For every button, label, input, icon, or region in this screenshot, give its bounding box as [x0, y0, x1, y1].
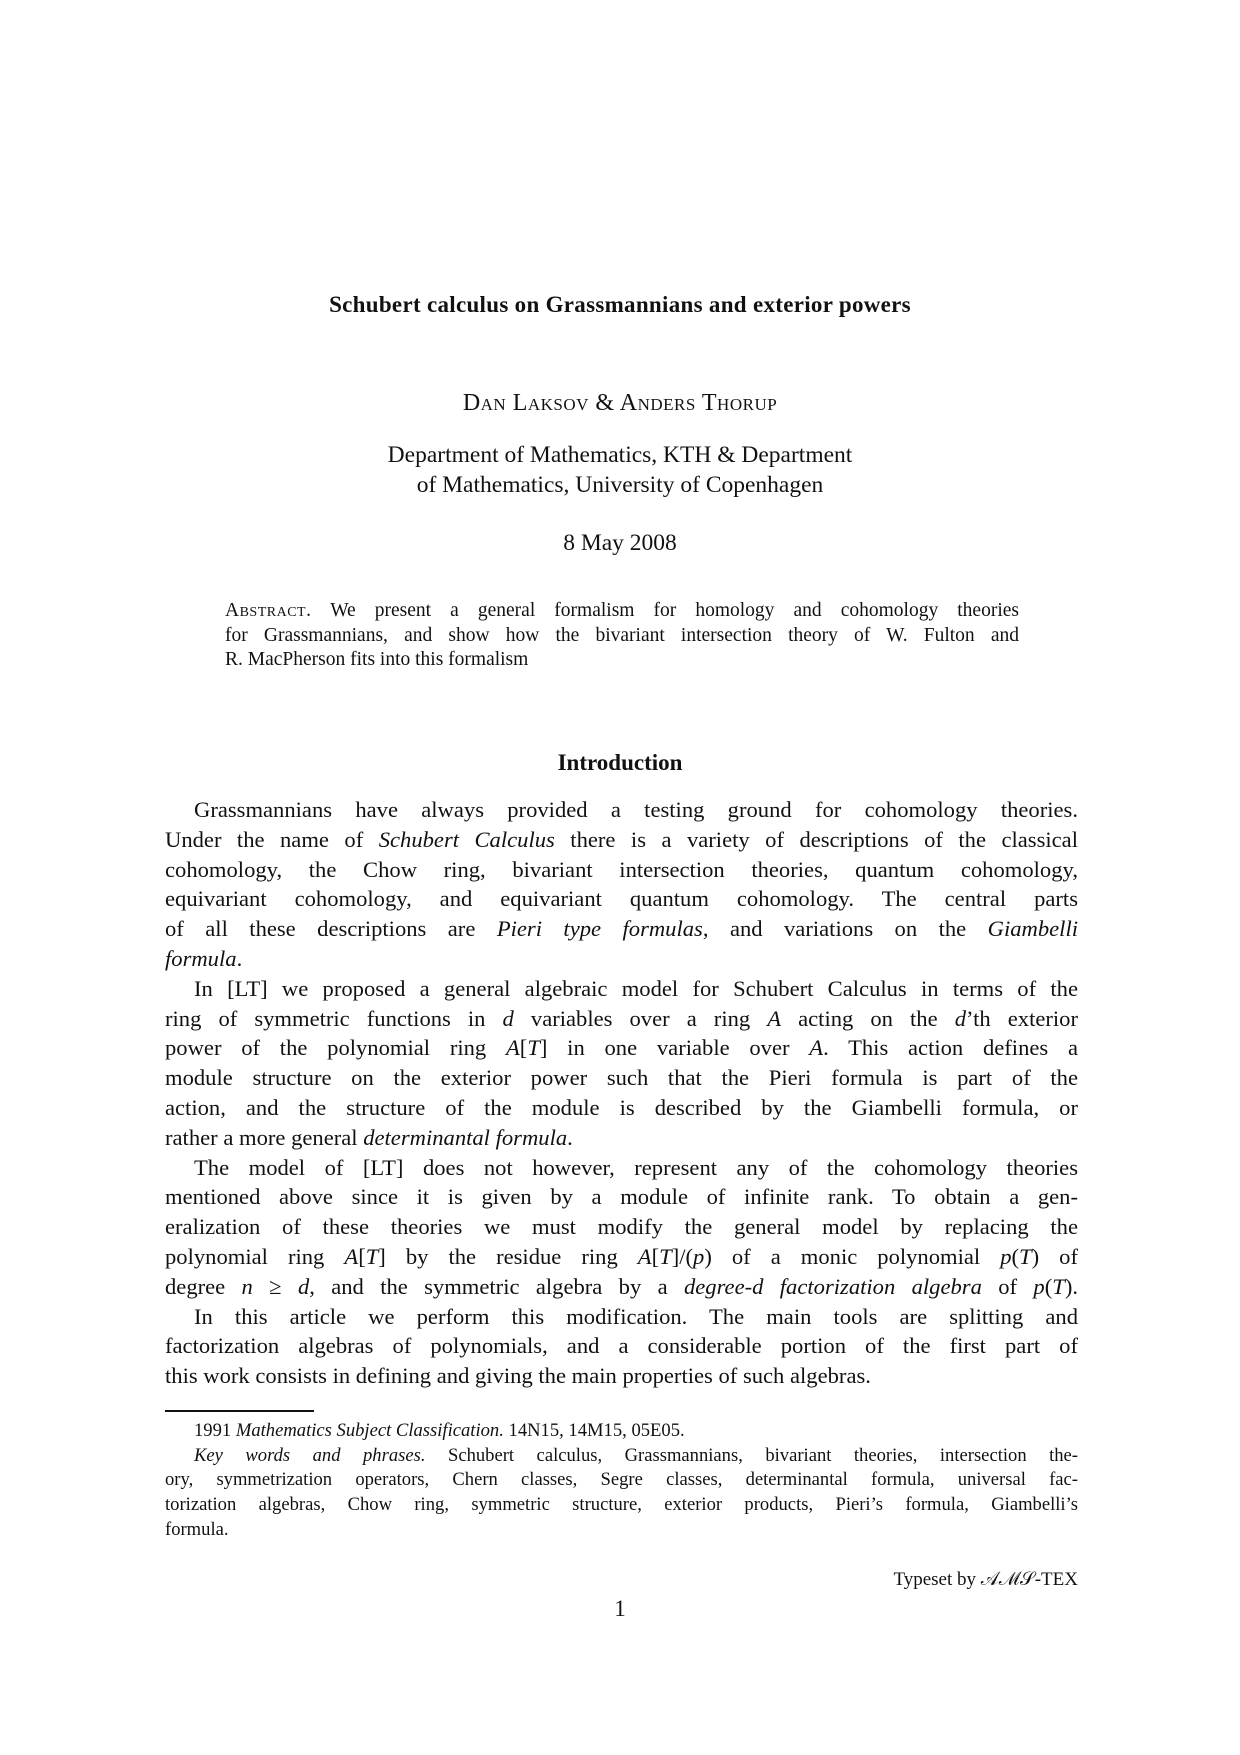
affiliation-line: Department of Mathematics, KTH & Department [387, 442, 853, 468]
text-line: power of the polynomial ring A[T] in one variable over A. This action defines a [165, 1035, 1078, 1061]
text-line: module structure on the exterior power such that the Pieri formula is part of the [165, 1065, 1078, 1091]
page-number: 1 [614, 1596, 626, 1621]
text-line: In [LT] we proposed a general algebraic model for Schubert Calculus in terms of the [194, 975, 1078, 1001]
text-line: degree n ≥ d, and the symmetric algebra by a degree-d factorization algebra of p(T). [165, 1273, 1078, 1299]
text-line: The model of [LT] does not however, represent any of the cohomology theories [194, 1154, 1078, 1180]
section-heading: Introduction [557, 750, 683, 775]
authors: Dan Laksov & Anders Thorup [462, 390, 778, 416]
affiliation-line: of Mathematics, University of Copenhagen [416, 472, 824, 498]
abstract-line: R. MacPherson fits into this formalism [225, 649, 529, 671]
text-line: 1991 Mathematics Subject Classification. 14N15, 14M15, 05E05. [194, 1420, 685, 1441]
text-line: formula. [165, 1518, 229, 1540]
text-line: equivariant cohomology, and equivariant quantum cohomology. The central parts [165, 886, 1078, 912]
footnote-rule [165, 1410, 314, 1412]
text-line: of all these descriptions are Pieri type formulas, and variations on the Giambelli [165, 916, 1079, 942]
text-line: Key words and phrases. Schubert calculus, Grassmannians, bivariant theories, intersection the- [194, 1444, 1078, 1466]
footnotes [165, 1419, 1078, 1543]
text-line: formula. [165, 945, 243, 971]
text-line: polynomial ring A[T] by the residue ring A[T]/(p) of a monic polynomial p(T) of [165, 1243, 1078, 1269]
text-line: Grassmannians have always provided a testing ground for cohomology theories. [194, 797, 1078, 822]
introduction-body [165, 795, 1078, 1391]
affiliation [0, 440, 1240, 500]
text-line: ring of symmetric functions in d variables over a ring A acting on the d’th exterior [165, 1005, 1078, 1031]
text-line: ory, symmetrization operators, Chern classes, Segre classes, determinantal formula, universal fac- [165, 1469, 1078, 1491]
abstract [225, 599, 1019, 673]
abstract-line: We present a general formalism for homology and cohomology theories [311, 600, 1019, 621]
text-line: torization algebras, Chow ring, symmetric structure, exterior products, Pieri’s formula, Giambelli’s [165, 1494, 1078, 1516]
abstract-line: for Grassmannians, and show how the bivariant intersection theory of W. Fulton and [225, 624, 1019, 646]
text-line: rather a more general determinantal formula. [165, 1124, 573, 1150]
typeset-note: Typeset by 𝒜ℳ𝒮-TEX [893, 1569, 1078, 1590]
text-line: In this article we perform this modification. The main tools are splitting and [194, 1303, 1078, 1329]
text-line: Under the name of Schubert Calculus there is a variety of descriptions of the classical [165, 826, 1078, 852]
text-line: this work consists in defining and giving the main properties of such algebras. [165, 1363, 871, 1389]
text-line: action, and the structure of the module is described by the Giambelli formula, or [165, 1094, 1078, 1120]
abstract-label: Abstract. [225, 600, 312, 621]
text-line: mentioned above since it is given by a module of infinite rank. To obtain a gen- [165, 1184, 1078, 1210]
text-line: cohomology, the Chow ring, bivariant intersection theories, quantum cohomology, [165, 856, 1078, 882]
text-line: factorization algebras of polynomials, and a considerable portion of the first part of [165, 1333, 1078, 1359]
paper-title: Schubert calculus on Grassmannians and exterior powers [329, 292, 911, 317]
text-line: eralization of these theories we must modify the general model by replacing the [165, 1214, 1078, 1240]
date: 8 May 2008 [563, 530, 677, 556]
